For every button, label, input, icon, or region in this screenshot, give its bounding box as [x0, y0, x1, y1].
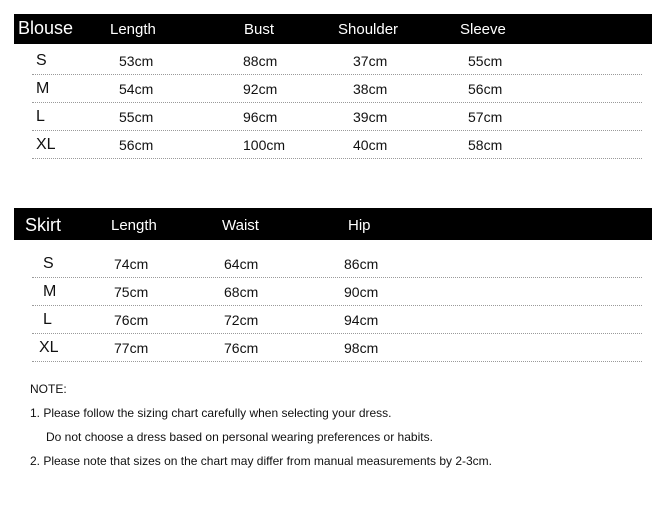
cell-bust: 100cm: [243, 137, 286, 153]
cell-shoulder: 37cm: [353, 53, 388, 69]
header-bust: Bust: [244, 21, 275, 38]
table-row: [32, 130, 642, 159]
header-sleeve: Sleeve: [460, 21, 506, 38]
cell-length: 76cm: [114, 312, 149, 328]
table-row: [32, 333, 642, 362]
cell-hip: 86cm: [344, 256, 379, 272]
note-line-3: 2. Please note that sizes on the chart may differ from manual measurements by 2-3cm.: [30, 454, 492, 468]
cell-length: 74cm: [114, 256, 149, 272]
size-label: M: [36, 80, 50, 97]
cell-hip: 98cm: [344, 340, 379, 356]
blouse-title: Blouse: [18, 18, 74, 38]
cell-length: 54cm: [119, 81, 154, 97]
blouse-table-header: [14, 14, 652, 44]
cell-length: 77cm: [114, 340, 149, 356]
note-line-1: 1. Please follow the sizing chart carefully when selecting your dress.: [30, 406, 392, 420]
skirt-title: Skirt: [25, 215, 61, 235]
cell-bust: 96cm: [243, 109, 278, 125]
size-label: XL: [39, 339, 59, 356]
cell-shoulder: 38cm: [353, 81, 388, 97]
notes-heading: NOTE:: [30, 382, 67, 396]
size-label: S: [36, 52, 47, 69]
blouse-size-table: [14, 14, 652, 164]
skirt-table-header: [14, 208, 652, 240]
header-hip: Hip: [348, 217, 371, 234]
cell-length: 75cm: [114, 284, 149, 300]
header-shoulder: Shoulder: [338, 21, 399, 38]
cell-length: 56cm: [119, 137, 154, 153]
cell-sleeve: 56cm: [468, 81, 503, 97]
table-row: [32, 74, 642, 103]
size-label: S: [43, 255, 54, 272]
table-row: [32, 305, 642, 334]
note-line-2: Do not choose a dress based on personal wearing preferences or habits.: [46, 430, 433, 444]
header-length: Length: [111, 217, 157, 234]
cell-sleeve: 58cm: [468, 137, 503, 153]
cell-waist: 76cm: [224, 340, 259, 356]
cell-waist: 72cm: [224, 312, 259, 328]
cell-sleeve: 55cm: [468, 53, 503, 69]
cell-waist: 64cm: [224, 256, 259, 272]
size-label: XL: [36, 136, 56, 153]
table-row: [32, 102, 642, 131]
cell-bust: 92cm: [243, 81, 278, 97]
header-waist: Waist: [222, 217, 259, 234]
size-label: L: [43, 311, 52, 328]
size-label: L: [36, 108, 45, 125]
cell-sleeve: 57cm: [468, 109, 503, 125]
header-length: Length: [110, 21, 156, 38]
cell-waist: 68cm: [224, 284, 259, 300]
size-label: M: [43, 283, 57, 300]
cell-shoulder: 40cm: [353, 137, 388, 153]
cell-bust: 88cm: [243, 53, 278, 69]
cell-hip: 94cm: [344, 312, 379, 328]
table-row: [32, 277, 642, 306]
cell-length: 53cm: [119, 53, 154, 69]
cell-shoulder: 39cm: [353, 109, 388, 125]
cell-hip: 90cm: [344, 284, 379, 300]
table-row: [32, 249, 642, 278]
skirt-size-table: [14, 208, 652, 368]
table-row: [32, 46, 642, 75]
cell-length: 55cm: [119, 109, 154, 125]
